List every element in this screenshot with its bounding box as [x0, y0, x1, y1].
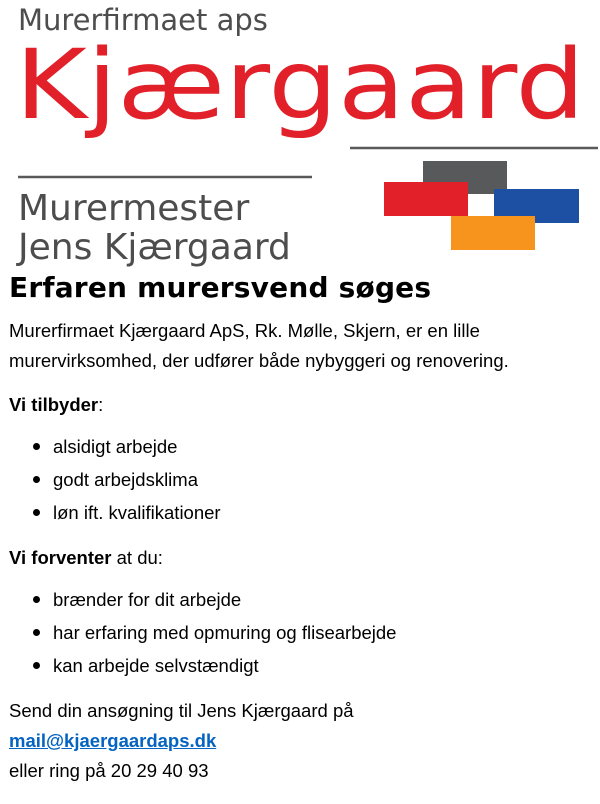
logo-firm-line: Murerfirmaet aps	[18, 3, 268, 37]
ad-intro: Murerfirmaet Kjærgaard ApS, Rk. Mølle, Skjern, er en lille murervirksomhed, der udfører både nybyggeri og renovering.	[9, 320, 509, 371]
expect-suffix: at du:	[111, 547, 163, 568]
logo-orange-brick	[451, 216, 535, 250]
ad-headline: Erfaren murersvend søges	[9, 271, 432, 304]
logo-title-line-1: Murermester	[18, 188, 250, 229]
offer-item: løn ift. kvalifikationer	[9, 496, 597, 529]
offer-item: godt arbejdsklima	[9, 463, 597, 496]
logo-red-brick	[384, 182, 468, 216]
offer-list	[9, 430, 597, 529]
phone-line: eller ring på 20 29 40 93	[9, 760, 209, 781]
offer-heading	[9, 390, 597, 420]
expect-heading	[9, 543, 597, 573]
contact-line: Send din ansøgning til Jens Kjærgaard på	[9, 700, 354, 721]
email-line	[9, 726, 597, 756]
expect-list	[9, 583, 597, 682]
expect-item: brænder for dit arbejde	[9, 583, 597, 616]
job-ad	[9, 266, 597, 786]
offer-label: Vi tilbyder	[9, 394, 99, 415]
company-logo	[0, 0, 600, 270]
expect-label: Vi forventer	[9, 547, 112, 568]
offer-suffix: :	[98, 394, 104, 415]
logo-title-line-2: Jens Kjærgaard	[18, 227, 291, 268]
email-link[interactable]: mail@kjaergaardaps.dk	[9, 730, 217, 751]
expect-item: har erfaring med opmuring og flisearbejde	[9, 616, 597, 649]
logo-brand-name: Kjærgaard	[15, 29, 585, 141]
offer-item: alsidigt arbejde	[9, 430, 597, 463]
expect-item: kan arbejde selvstændigt	[9, 649, 597, 682]
